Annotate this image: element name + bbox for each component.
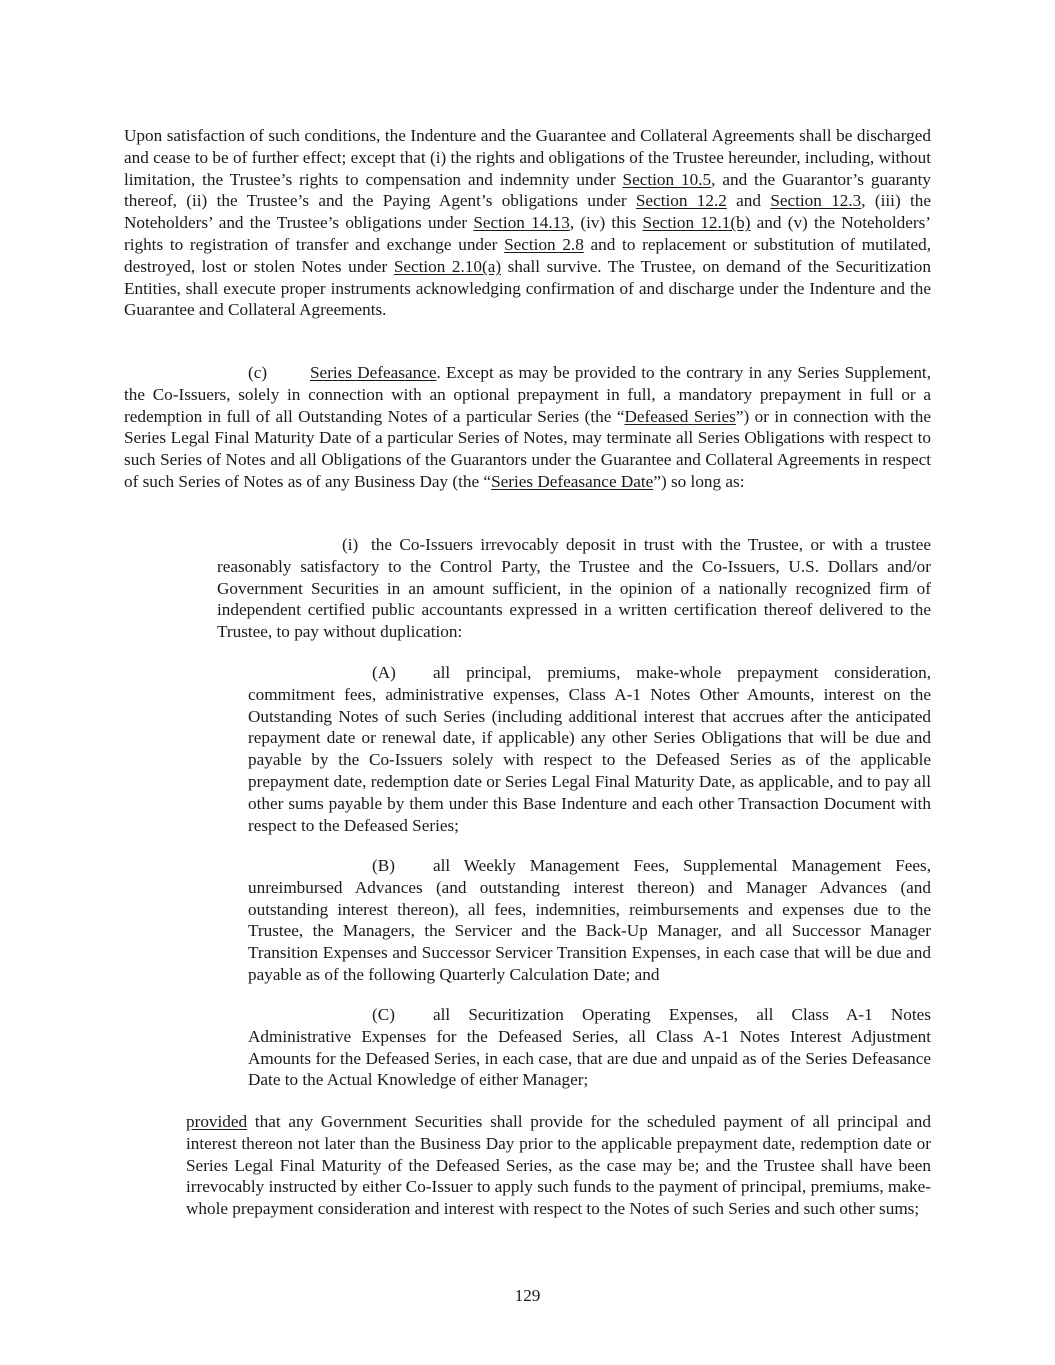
text-run: the Co-Issuers irrevocably deposit in trust with the Trustee, or with a trustee reasonably satisfactory to the Control Party, the Trustee and the Co-Issuers, U.S. Dollars and/or Government Securities in an amount sufficient, in the opinion of a nationally recognized firm of independent certified public accountants expressed in a written certification thereof delivered to the Trustee, to pay without duplication: xyxy=(217,535,931,642)
section-reference: Section 10.5 xyxy=(622,169,712,189)
subclause-c xyxy=(248,1004,931,1091)
text-run: , (iv) this xyxy=(569,213,643,233)
defined-term: Defeased Series xyxy=(624,406,736,426)
section-reference: Section 14.13 xyxy=(473,213,570,233)
text-run: that any Government Securities shall provide for the scheduled payment of all principal and interest thereon not later than the Business Day prior to the applicable prepayment date, redemption date or Series Legal Final Maturity of the Defeased Series, as the case may be; and the Trustee shall have been irrevocably instructed by either Co-Issuer to apply such funds to the payment of principal, premiums, make-whole prepayment consideration and interest with respect to the Notes of such Series and such other sums; xyxy=(186,1112,931,1219)
section-reference: Section 12.1(b) xyxy=(642,213,751,233)
section-reference: Section 12.2 xyxy=(635,191,727,211)
text-run: , (iii) the Noteholders’ and the Trustee’s obligations under xyxy=(124,191,931,233)
clause-label: (B) xyxy=(372,856,395,875)
text-run: and (v) the Noteholders’ rights to registration of transfer and exchange under xyxy=(124,213,931,254)
subclause-a xyxy=(248,662,931,836)
text-run: Upon satisfaction of such conditions, the Indenture and the Guarantee and Collateral Agreements shall be discharged and cease to be of further effect; except that (i) the rights and obligations of the Trustee hereunder, including, without limitation, the Trustee’s rights to compensation and indemnity under xyxy=(124,126,931,189)
text-run: all principal, premiums, make-whole prepayment consideration, commitment fees, administrative expenses, Class A-1 Notes Other Amounts, interest on the Outstanding Notes of such Series (including additional interest that accrues after the anticipated repayment date or renewal date, if applicable) any other Series Obligations that will be due and payable by the Co-Issuers solely with respect to the Defeased Series as of the applicable prepayment date, redemption date or Series Legal Final Maturity Date, as applicable, and to pay all other sums payable by them under this Base Indenture and each other Transaction Document with respect to the Defeased Series; xyxy=(248,663,931,835)
text-run: shall survive. The Trustee, on demand of the Securitization Entities, shall execute proper instruments acknowledging confirmation of and discharge under the Indenture and the Guarantee and Collateral Agreements. xyxy=(124,256,931,320)
text-run: . Except as may be provided to the contrary in any Series Supplement, the Co-Issuers, solely in connection with an optional prepayment in full, a mandatory prepayment in full or a redemption in full of all Outstanding Notes of a particular Series (the “ xyxy=(124,363,931,426)
text-run: and to replacement or substitution of mutilated, destroyed, lost or stolen Notes under xyxy=(124,234,931,276)
clause-label: (c) xyxy=(248,363,268,382)
text-run: all Securitization Operating Expenses, all Class A-1 Notes Administrative Expenses for the Defeased Series, all Class A-1 Notes Interest Adjustment Amounts for the Defeased Series, in each case, that are due and unpaid as of the Series Defeasance Date to the Actual Knowledge of either Manager; xyxy=(248,1005,931,1090)
clause-heading: Series Defeasance xyxy=(310,363,437,382)
clause-label: (C) xyxy=(372,1005,395,1024)
proviso-paragraph xyxy=(186,1111,931,1220)
subclause-b xyxy=(248,855,931,986)
text-run: , and the Guarantor’s guaranty thereof, (ii) the Trustee’s and the Paying Agent’s obligations under xyxy=(124,169,931,211)
text-run: ”) so long as: xyxy=(653,471,745,491)
text-run: and xyxy=(726,191,771,211)
text-run: all Weekly Management Fees, Supplemental Management Fees, unreimbursed Advances (and outstanding interest thereon) and Manager Advances (and outstanding interest thereon), all fees, indemnities, reimbursements and expenses due to the Trustee, the Managers, the Servicer and the Back-Up Manager, and all Successor Manager Transition Expenses and Successor Servicer Transition Expenses, in each case that will be due and payable as of the following Quarterly Calculation Date; and xyxy=(248,856,931,984)
proviso-term: provided xyxy=(186,1112,248,1131)
section-reference: Section 2.10(a) xyxy=(393,256,502,276)
section-reference: Section 12.3 xyxy=(770,191,862,211)
text-run: ”) or in connection with the Series Legal Final Maturity Date of a particular Series of Notes, may terminate all Series Obligations with respect to such Series of Notes and all Obligations of the Guarantors under the Guarantee and Collateral Agreements in respect of such Series of Notes as of any Business Day (the “ xyxy=(124,406,932,491)
clause-label: (A) xyxy=(372,663,396,682)
discharge-paragraph xyxy=(124,125,931,321)
page-number: 129 xyxy=(514,1286,541,1305)
series-defeasance-paragraph xyxy=(124,362,931,493)
section-reference: Section 2.8 xyxy=(504,234,584,254)
subclause-i xyxy=(217,534,931,643)
clause-label: (i) xyxy=(342,535,359,554)
defined-term: Series Defeasance Date xyxy=(491,471,654,491)
